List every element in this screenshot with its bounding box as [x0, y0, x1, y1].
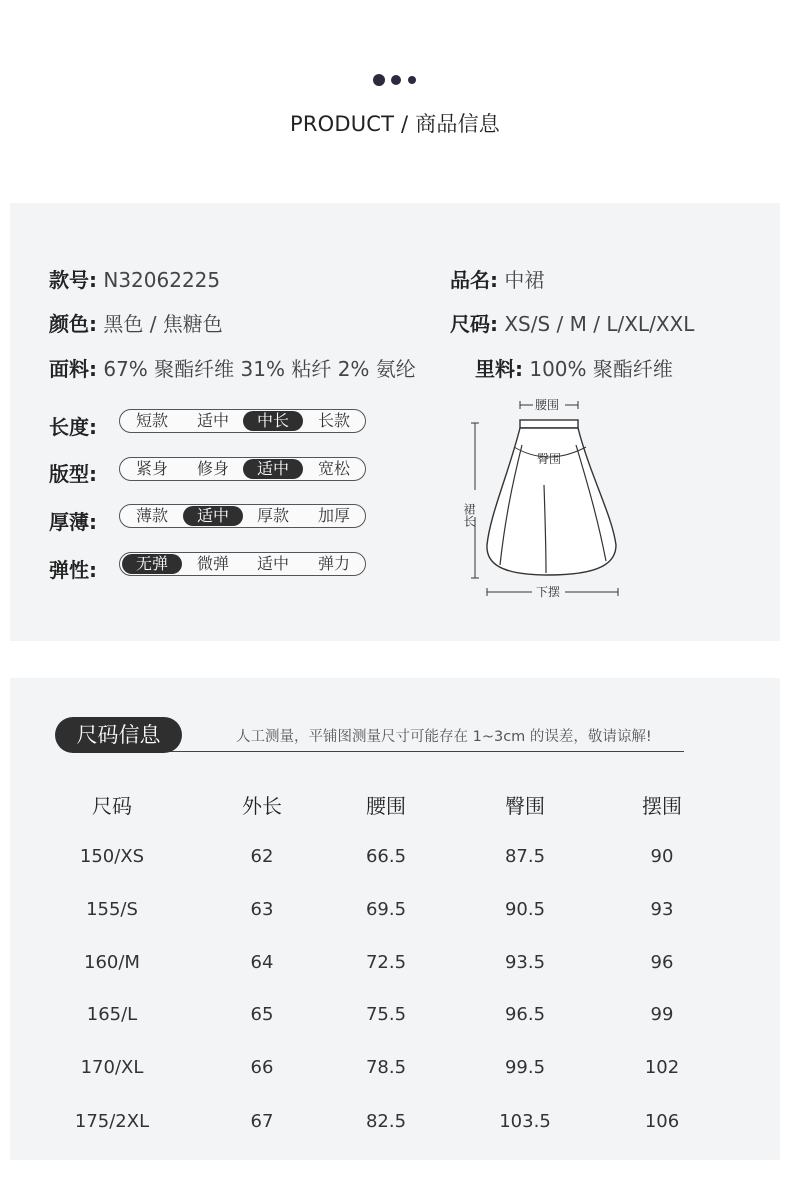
thickness-option: 加厚 [317, 506, 350, 525]
table-cell: 96 [650, 952, 674, 973]
product-name-value: 中裙 [504, 268, 545, 292]
table-cell: 90 [650, 846, 674, 867]
fabric-label: 面料: [49, 357, 97, 381]
waist-label: 腰围 [535, 398, 560, 412]
table-cell: 106 [644, 1111, 680, 1132]
divider [170, 751, 684, 752]
table-cell: 103.5 [499, 1111, 551, 1132]
elasticity-option-selected: 无弹 [122, 554, 182, 574]
thickness-selector [119, 504, 366, 528]
table-cell: 155/S [86, 899, 138, 920]
table-cell: 170/XL [80, 1057, 144, 1078]
table-cell: 99 [650, 1004, 674, 1025]
table-cell: 66 [250, 1057, 274, 1078]
table-cell: 69.5 [365, 899, 407, 920]
table-cell: 72.5 [365, 952, 407, 973]
elasticity-selector [119, 552, 366, 576]
table-cell: 160/M [84, 952, 140, 973]
product-name-label: 品名: [450, 268, 498, 292]
size-chart-badge: 尺码信息 [55, 717, 182, 753]
table-cell: 102 [644, 1057, 680, 1078]
fit-selector [119, 457, 366, 481]
table-cell: 64 [250, 952, 274, 973]
column-header: 外长 [242, 794, 282, 818]
column-header: 腰围 [366, 794, 406, 818]
hip-label: 臀围 [537, 452, 562, 466]
table-cell: 150/XS [79, 846, 145, 867]
measurement-note: 人工测量，平铺图测量尺寸可能存在 1~3cm 的误差，敬请谅解! [236, 729, 652, 745]
thickness-option-selected: 适中 [183, 506, 243, 526]
size-chart-panel [10, 678, 780, 1160]
page-title: PRODUCT / 商品信息 [289, 112, 501, 136]
column-header: 摆围 [642, 794, 682, 818]
fit-option: 修身 [196, 459, 229, 478]
size-label: 尺码: [450, 312, 498, 336]
product-info-panel [10, 203, 780, 641]
fit-option: 紧身 [135, 459, 168, 478]
lining-label: 里料: [475, 357, 523, 381]
table-cell: 82.5 [365, 1111, 407, 1132]
color-row [49, 308, 223, 337]
thickness-option: 薄款 [135, 506, 168, 525]
table-cell: 63 [250, 899, 274, 920]
thickness-label: 厚薄: [49, 510, 97, 534]
table-cell: 78.5 [365, 1057, 407, 1078]
length-measure-label: 裙长 [462, 503, 476, 527]
style-number-label: 款号: [49, 268, 97, 292]
length-option: 短款 [135, 411, 168, 430]
elasticity-option: 弹力 [317, 554, 350, 573]
table-cell: 96.5 [504, 1004, 546, 1025]
column-header: 尺码 [92, 794, 132, 818]
size-row [450, 308, 694, 337]
table-cell: 93 [650, 899, 674, 920]
length-selector [119, 409, 366, 433]
color-label: 颜色: [49, 312, 97, 336]
elasticity-option: 适中 [256, 554, 289, 573]
color-value: 黑色 / 焦糖色 [103, 312, 223, 336]
fabric-row [49, 353, 416, 382]
table-cell: 66.5 [365, 846, 407, 867]
hem-label: 下摆 [536, 585, 561, 599]
length-label: 长度: [49, 415, 97, 439]
table-cell: 90.5 [504, 899, 546, 920]
length-option-selected: 中长 [243, 411, 303, 431]
lining-row [475, 353, 673, 382]
table-cell: 75.5 [365, 1004, 407, 1025]
table-cell: 65 [250, 1004, 274, 1025]
table-cell: 87.5 [504, 846, 546, 867]
decorative-dots [373, 73, 423, 87]
product-name-row [450, 264, 544, 293]
elasticity-label: 弹性: [49, 558, 97, 582]
table-cell: 99.5 [504, 1057, 546, 1078]
elasticity-option: 微弹 [196, 554, 229, 573]
fabric-value: 67% 聚酯纤维 31% 粘纤 2% 氨纶 [103, 357, 416, 381]
skirt-measurement-diagram [460, 395, 630, 605]
table-cell: 175/2XL [74, 1111, 150, 1132]
fit-option-selected: 适中 [243, 459, 303, 479]
fit-label: 版型: [49, 462, 97, 486]
column-header: 臀围 [505, 794, 545, 818]
thickness-option: 厚款 [256, 506, 289, 525]
table-cell: 67 [250, 1111, 274, 1132]
fit-option: 宽松 [317, 459, 350, 478]
size-value: XS/S / M / L/XL/XXL [504, 312, 695, 336]
length-option: 适中 [196, 411, 229, 430]
table-cell: 93.5 [504, 952, 546, 973]
table-cell: 165/L [86, 1004, 138, 1025]
table-cell: 62 [250, 846, 274, 867]
style-number-row [49, 264, 220, 293]
lining-value: 100% 聚酯纤维 [529, 357, 673, 381]
length-option: 长款 [317, 411, 350, 430]
style-number-value: N32062225 [103, 268, 221, 292]
